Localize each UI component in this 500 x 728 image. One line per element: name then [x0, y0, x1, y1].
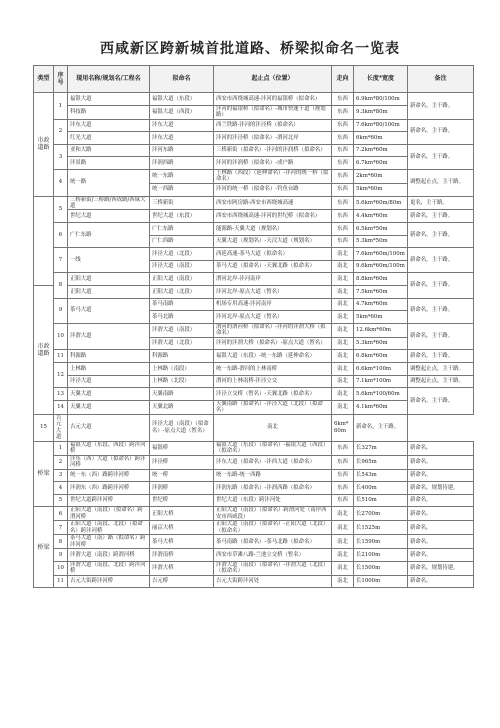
current-name-cell: 红光大道 [68, 132, 150, 145]
remark-cell: 新命名，主干路。 [408, 248, 474, 273]
seq-cell: 11 [54, 575, 68, 588]
table-row [34, 494, 474, 507]
length-cell: 6.8km*60m [354, 350, 408, 363]
col-header-seq: 序号 [54, 66, 68, 93]
location-cell: 西延高速-茶马大道（拟命名） [214, 248, 332, 261]
table-row [34, 223, 474, 236]
seq-cell: 5 [54, 494, 68, 507]
table-row [34, 298, 474, 311]
proposed-name-cell: 天翼南路 [150, 388, 214, 401]
col-header-proposed-name: 拟命名 [150, 66, 214, 93]
remark-cell: 新命名，主干路。 [408, 144, 474, 169]
current-name-cell: 正阳大道 [68, 286, 150, 299]
direction-cell: 南北 [332, 375, 354, 388]
remark-cell: 新命名，主干路。 [408, 273, 474, 298]
seq-cell: 1 [54, 441, 68, 455]
remark-cell: 新命名，主干路。 [408, 388, 474, 415]
length-cell: 长1000m [354, 575, 408, 588]
current-name-cell: 吉元大道 [54, 414, 68, 441]
length-cell: 12.6km*60m [354, 323, 408, 337]
table-row [34, 375, 474, 388]
col-header-type: 类型 [34, 66, 54, 93]
proposed-name-cell: 科源路 [150, 350, 214, 363]
location-cell: 天翼大道（规划名）-天汉大道（规划名） [214, 235, 332, 248]
col-header-remark: 备注 [408, 66, 474, 93]
location-cell: 西安市阿房路-西安市西绕城高速 [214, 196, 332, 210]
direction-cell: 东西 [332, 132, 354, 145]
seq-cell: 6 [54, 223, 68, 248]
naming-table [33, 65, 474, 588]
direction-cell: 南北 [332, 260, 354, 273]
current-name-cell: 茶马大道 [68, 298, 150, 323]
location-cell: 世纪大道（东段）跨沣河处 [214, 494, 332, 507]
length-cell: 7.6km*60m/100m [354, 248, 408, 261]
seq-cell: 7 [54, 521, 68, 535]
direction-cell: 东西 [332, 157, 354, 170]
direction-cell: 南北 [332, 286, 354, 299]
seq-cell: 8 [54, 273, 68, 298]
remark-cell: 新命名。 [408, 441, 474, 455]
col-header-location: 起止点（位置） [214, 66, 332, 93]
proposed-name-cell: 茶马南路 [150, 298, 214, 311]
seq-cell: 5 [54, 196, 68, 223]
current-name-cell: 茶马大道（南）路（拟命名）跨沣河桥 [68, 535, 150, 549]
proposed-name-cell: 沣润西路 [150, 157, 214, 170]
direction-cell: 东西 [332, 183, 354, 196]
col-header-direction: 走向 [332, 66, 354, 93]
col-header-current-name: 现用名称/规划名/工程名 [68, 66, 150, 93]
remark-cell: 新命名，主干路。 [408, 323, 474, 350]
table-row [34, 144, 474, 157]
remark-cell: 更名，主干路。 [408, 196, 474, 210]
length-cell: 6.5km*50m [354, 223, 408, 236]
seq-cell: 2 [54, 119, 68, 144]
length-cell: 2km*60m [354, 169, 408, 183]
col-header-length-width: 长度*宽度 [354, 66, 408, 93]
table-row [34, 169, 474, 183]
seq-cell: 6 [54, 507, 68, 521]
location-cell: 沣河北岸-原点大道（暂名） [214, 311, 332, 324]
table-row [34, 521, 474, 535]
current-name-cell: 天翼大道 [68, 388, 150, 401]
proposed-name-cell: 统一东路 [150, 169, 214, 183]
seq-cell: 7 [54, 248, 68, 273]
table-row [34, 535, 474, 549]
proposed-name-cell: 茶马大桥 [150, 535, 214, 549]
location-cell: 吉元大街跨沣河处 [214, 575, 332, 588]
seq-cell: 4 [54, 169, 68, 196]
seq-cell: 10 [54, 323, 68, 350]
document-title: 西咸新区跨新城首批道路、桥梁拟命名一览表 [100, 41, 400, 57]
length-cell: 长1525m [354, 521, 408, 535]
location-cell: 沣河的统一桥（拟命名）-钓鱼台路 [214, 183, 332, 196]
direction-cell: 南北 [214, 414, 332, 441]
direction-cell: 东西 [332, 223, 354, 236]
remark-cell: 新命名，主干路。 [408, 93, 474, 120]
location-cell: 茶马大道（拟命名）-天翼北路（拟命名） [214, 260, 332, 273]
table-row [34, 455, 474, 469]
table-row [34, 350, 474, 363]
location-cell: 沣渭大道（南段）（拟命名）-沣渭大道（北段）（拟命名） [214, 561, 332, 575]
direction-cell: 东西 [332, 196, 354, 210]
current-name-cell: 正阳大道（南段、北段）（拟命名）跨沣河桥 [68, 521, 150, 535]
length-cell: 长327m [354, 441, 408, 455]
table-row [34, 93, 474, 106]
proposed-name-cell: 福银大道（东段） [150, 93, 214, 106]
seq-cell: 13 [54, 388, 68, 401]
proposed-name-cell: 丽京大桥 [150, 521, 214, 535]
location-cell: 正阳大道（南段）（拟命名）跨渭河处（南岸西安市西咸段） [214, 507, 332, 521]
location-cell: 天翼南路（拟命名）-沣泾大道（北段）（拟命名） [214, 400, 332, 414]
remark-cell: 新命名，主干路。 [408, 210, 474, 223]
direction-cell: 南北 [332, 549, 354, 562]
proposed-name-cell: 茶马北路 [150, 311, 214, 324]
direction-cell: 东西 [332, 235, 354, 248]
category-cell: 桥梁 [34, 441, 54, 507]
direction-cell: 南北 [332, 521, 354, 535]
location-cell: 西安市西绕城高速-沣河的世纪桥（拟命名） [214, 210, 332, 223]
location-cell: 渭河的渭河桥（拟命名）-沣河的沣渭大桥（拟命名） [214, 323, 332, 337]
remark-cell: 新命名，主干路。 [354, 414, 408, 441]
remark-cell: 调整起止点，主干路。 [408, 375, 474, 388]
table-row [34, 323, 474, 337]
direction-cell: 南北 [332, 298, 354, 311]
remark-cell: 新命名。 [408, 507, 474, 521]
length-cell: 6km*60m [354, 132, 408, 145]
table-row [34, 441, 474, 455]
remark-cell: 新命名。 [408, 521, 474, 535]
table-row [34, 482, 474, 495]
direction-cell: 南北 [332, 323, 354, 337]
proposed-name-cell: 广仁西路 [150, 235, 214, 248]
location-cell: 沣东大道（拟命名）-沣西大道（拟命名） [214, 455, 332, 469]
table-row [34, 210, 474, 223]
direction-cell: 南北 [332, 337, 354, 350]
proposed-name-cell: 沣泾大道（南段） [150, 260, 214, 273]
location-cell: 沣河北岸-原点大道（暂名） [214, 286, 332, 299]
table-row [34, 273, 474, 286]
current-name-cell: 一线 [68, 248, 150, 273]
length-cell: 5km*60m [354, 311, 408, 324]
direction-cell: 东西 [332, 93, 354, 106]
length-cell: 6km*60m [332, 414, 354, 441]
table-row [34, 196, 474, 210]
current-name-cell: 福银大道 [68, 93, 150, 106]
length-cell: 5km*60m [354, 183, 408, 196]
direction-cell: 南北 [332, 400, 354, 414]
current-name-cell: 沣东大道 [68, 119, 150, 132]
remark-cell: 新命名，主干路。 [408, 298, 474, 323]
seq-cell: 9 [54, 549, 68, 562]
remark-cell: 新命名，规划待建。 [408, 561, 474, 575]
proposed-name-cell: 正阳大道（北段） [150, 286, 214, 299]
proposed-name-cell: 沣润桥 [150, 482, 214, 495]
direction-cell: 东西 [332, 105, 354, 119]
proposed-name-cell: 上林路（南段） [150, 362, 214, 375]
direction-cell: 东西 [332, 469, 354, 482]
direction-cell: 东西 [332, 494, 354, 507]
table-row [34, 469, 474, 482]
location-cell: 上林路（西段）（延伸命名）-沣河的统一桥（拟命名） [214, 169, 332, 183]
direction-cell: 南北 [332, 561, 354, 575]
length-cell: 长2100m [354, 549, 408, 562]
proposed-name-cell: 沣渭大桥 [150, 561, 214, 575]
direction-cell: 南北 [332, 311, 354, 324]
current-name-cell: 正阳大道 [68, 273, 150, 286]
seq-cell: 1 [54, 93, 68, 120]
seq-cell: 14 [54, 400, 68, 414]
length-cell: 长965m [354, 455, 408, 469]
direction-cell: 南北 [332, 248, 354, 261]
location-cell: 沣河的沣渭大桥（拟命名）-原点大道（暂名） [214, 337, 332, 350]
current-name-cell: 沣润东（西）路跨沣河桥 [68, 482, 150, 495]
length-cell: 5.6km*100/60m [354, 388, 408, 401]
current-name-cell: 亚和大路 [68, 144, 150, 157]
current-name-cell: 沣渭大道（南段）跨渭河桥 [68, 549, 150, 562]
location-cell: 沣泾大道（南段）（拟命名）-原点大道（暂名） [150, 414, 214, 441]
location-cell: 福银大道（东段）-统一东路（延伸命名） [214, 350, 332, 363]
seq-cell: 3 [54, 469, 68, 482]
direction-cell: 东西 [332, 455, 354, 469]
table-row [34, 362, 474, 375]
length-cell: 5.6km*60m/80m [354, 196, 408, 210]
length-cell: 4.7km*60m [354, 298, 408, 311]
location-cell: 西安市草滩八路-兰池立交桥（暂名） [214, 549, 332, 562]
length-cell: 8.8km*60m [354, 273, 408, 286]
proposed-name-cell: 三桥新街 [150, 196, 214, 210]
length-cell: 5.3km*60m [354, 337, 408, 350]
table-body [34, 93, 474, 588]
current-name-cell: 上林路 [68, 362, 150, 375]
proposed-name-cell: 福银桥 [150, 441, 214, 455]
table-row [34, 575, 474, 588]
length-cell: 9.3km*80m [354, 105, 408, 119]
current-name-cell: 天翼大道 [68, 400, 150, 414]
seq-cell: 4 [54, 482, 68, 495]
length-cell: 长510m [354, 494, 408, 507]
current-name-cell: 三桥新街/三桥路/西成路/西咸大道 [68, 196, 150, 210]
length-cell: 6.7km*60m [354, 157, 408, 170]
length-cell: 长400m [354, 482, 408, 495]
proposed-name-cell: 正阳大桥 [150, 507, 214, 521]
location-cell: 正阳大道（南段）（拟命名）-正阳大道（北段）（拟命名） [214, 521, 332, 535]
seq-cell: 10 [54, 561, 68, 575]
proposed-name-cell: 世纪大道（东段） [150, 210, 214, 223]
remark-cell: 新命名，规划待建。 [408, 482, 474, 495]
seq-cell: 2 [54, 455, 68, 469]
proposed-name-cell: 广仁东路 [150, 223, 214, 236]
remark-cell: 调整起止点，主干路。 [408, 169, 474, 196]
direction-cell: 东西 [332, 144, 354, 157]
proposed-name-cell: 沣渭大道（北段） [150, 337, 214, 350]
seq-cell: 15 [34, 414, 54, 441]
table-row [34, 549, 474, 562]
direction-cell: 东西 [332, 169, 354, 183]
remark-cell: 新命名，主干路。 [408, 350, 474, 363]
remark-cell: 调整起止点，主干路。 [408, 362, 474, 375]
length-cell: 6.6km*100m [354, 362, 408, 375]
location-cell: 西安市西绕城高速-沣河的福银桥（拟命名） [214, 93, 332, 106]
remark-cell: 新命名。 [408, 494, 474, 507]
table-row [34, 388, 474, 401]
proposed-name-cell: 世纪桥 [150, 494, 214, 507]
category-cell: 市政道路 [34, 93, 54, 197]
direction-cell: 东西 [332, 441, 354, 455]
current-name-cell: 沣渭大道 [68, 323, 150, 350]
seq-cell: 8 [54, 535, 68, 549]
length-cell: 长2700m [354, 507, 408, 521]
seq-cell: 12 [54, 362, 68, 387]
current-name-cell: 吉元大街跨沣河桥 [68, 575, 150, 588]
category-cell: 市政道路 [34, 286, 54, 415]
direction-cell: 东西 [332, 119, 354, 132]
direction-cell: 东西 [332, 482, 354, 495]
proposed-name-cell: 沣东大道 [150, 119, 214, 132]
location-cell: 茶马南路（拟命名）-茶马北路（拟命名） [214, 535, 332, 549]
location-cell: 能源路-天翼大道（规划名） [214, 223, 332, 236]
proposed-name-cell: 吉元大道 [68, 414, 150, 441]
seq-cell: 3 [54, 144, 68, 169]
length-cell: 7.2km*60m [354, 144, 408, 157]
location-cell: 机场专用高速-沣河南岸 [214, 298, 332, 311]
location-cell: 沣河的沣泾桥（拟命名）-渭河北岸 [214, 132, 332, 145]
seq-cell: 9 [54, 298, 68, 323]
location-cell: 统一东路-渭河的上林南桥 [214, 362, 332, 375]
current-name-cell: 科源路 [68, 350, 150, 363]
direction-cell: 南北 [332, 388, 354, 401]
length-cell: 4.1km*60m [354, 400, 408, 414]
table-row [34, 119, 474, 132]
seq-cell: 11 [54, 350, 68, 363]
proposed-name-cell: 吉元桥 [150, 575, 214, 588]
category-cell: 桥梁 [34, 507, 54, 588]
location-cell: 沣润东路（拟命名）-沣润西路（拟命名） [214, 482, 332, 495]
location-cell: 西兰铁路-沣河的沣泾桥（拟命名） [214, 119, 332, 132]
proposed-name-cell: 上林路（北段） [150, 375, 214, 388]
location-cell: 沣泾立交桥（暂名）-天翼北路（拟命名） [214, 388, 332, 401]
category-cell [34, 196, 54, 286]
direction-cell: 南北 [332, 507, 354, 521]
current-name-cell: 科技路 [68, 105, 150, 119]
table-row [34, 561, 474, 575]
proposed-name-cell: 福银大道（西段） [150, 105, 214, 119]
proposed-name-cell: 沣泾桥 [150, 455, 214, 469]
proposed-name-cell: 沣渭南桥 [150, 549, 214, 562]
length-cell: 7.6km*80/100m [354, 119, 408, 132]
direction-cell: 南北 [332, 350, 354, 363]
current-name-cell: 世纪大道 [68, 210, 150, 223]
remark-cell: 新命名。 [408, 469, 474, 482]
current-name-cell: 福银大道（东段、西段）跨沣河桥 [68, 441, 150, 455]
length-cell: 7.5km*60m [354, 286, 408, 299]
remark-cell: 新命名，主干路。 [408, 119, 474, 144]
location-cell: 渭河北岸-沣河南岸 [214, 273, 332, 286]
length-cell: 长543m [354, 469, 408, 482]
proposed-name-cell: 沣东大道 [150, 132, 214, 145]
length-cell: 9.6km*60m/100m [354, 260, 408, 273]
direction-cell: 南北 [332, 575, 354, 588]
direction-cell: 南北 [332, 535, 354, 549]
direction-cell: 东西 [332, 210, 354, 223]
direction-cell: 南北 [332, 362, 354, 375]
proposed-name-cell: 沣泾大道（北段） [150, 248, 214, 261]
current-name-cell: 统一东（西）路跨沣河桥 [68, 469, 150, 482]
location-cell: 福银大道（东段）（拟命名）-福银大道（西段）（拟命名） [214, 441, 332, 455]
remark-cell: 新命名。 [408, 575, 474, 588]
current-name-cell: 沣景路 [68, 157, 150, 170]
location-cell: 统一东路-统一西路 [214, 469, 332, 482]
table-row [34, 414, 474, 441]
proposed-name-cell: 统一西路 [150, 183, 214, 196]
table-row [34, 507, 474, 521]
remark-cell: 新命名。 [408, 535, 474, 549]
proposed-name-cell: 天翼北路 [150, 400, 214, 414]
length-cell: 长1590m [354, 535, 408, 549]
remark-cell: 新命名。 [408, 455, 474, 469]
current-name-cell: 沣泾大道 [68, 375, 150, 388]
table-row [34, 248, 474, 261]
length-cell: 5.3km*50m [354, 235, 408, 248]
proposed-name-cell: 统一桥 [150, 469, 214, 482]
remark-cell: 新命名，主干路。 [408, 223, 474, 248]
current-name-cell: 广仁东路 [68, 223, 150, 248]
location-cell: 沣河的福银桥（拟命名）-城市快速干道（规划路） [214, 105, 332, 119]
current-name-cell: 正阳大道（南段）（拟命名）跨渭河桥 [68, 507, 150, 521]
direction-cell: 南北 [332, 273, 354, 286]
current-name-cell: 沣渭大道（南段、北段）跨沣河桥 [68, 561, 150, 575]
location-cell: 三桥新街（拟命名）-沣河的沣润桥（拟命名） [214, 144, 332, 157]
proposed-name-cell: 沣渭大道（南段） [150, 323, 214, 337]
location-cell: 沣河的沣润桥（拟命名）-成户路 [214, 157, 332, 170]
remark-cell: 新命名。 [408, 549, 474, 562]
length-cell: 4.4km*60m [354, 210, 408, 223]
length-cell: 长1500m [354, 561, 408, 575]
header-row [34, 66, 474, 93]
proposed-name-cell: 沣河东路 [150, 144, 214, 157]
current-name-cell: 统一路 [68, 169, 150, 196]
location-cell: 渭河的上林南桥-沣泾立交 [214, 375, 332, 388]
current-name-cell: 世纪大道跨沣河桥 [68, 494, 150, 507]
length-cell: 7.1km*100m [354, 375, 408, 388]
proposed-name-cell: 正阳大道（南段） [150, 273, 214, 286]
current-name-cell: 沣东（西）大道（拟命名）跨沣河桥 [68, 455, 150, 469]
length-cell: 6.9km*80/100m [354, 93, 408, 106]
